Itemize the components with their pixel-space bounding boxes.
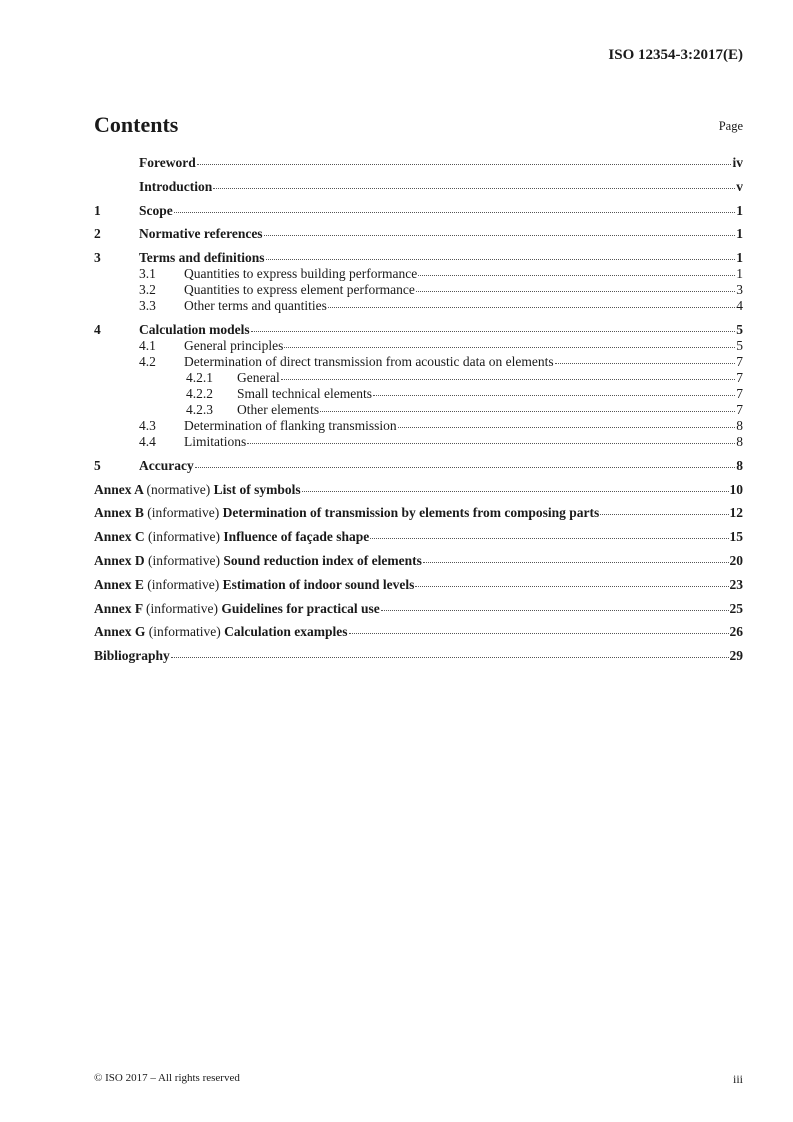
toc-leader-dots xyxy=(415,585,728,587)
toc-entry-page: 7 xyxy=(736,401,743,417)
toc-entry-page: 8 xyxy=(736,433,743,449)
toc-entry[interactable] xyxy=(94,282,743,298)
toc-leader-dots xyxy=(266,258,736,260)
toc-entry[interactable] xyxy=(94,298,743,314)
toc-entry-page: 1 xyxy=(736,226,743,242)
toc-annex-title[interactable] xyxy=(94,505,599,521)
toc-entry[interactable] xyxy=(94,155,743,171)
toc-entry-page: 26 xyxy=(729,624,743,640)
annex-name: Sound reduction index of elements xyxy=(223,552,422,568)
toc-entry-number: 3.3 xyxy=(139,298,156,314)
toc-entry-page: 10 xyxy=(729,481,743,497)
toc-entry-title[interactable]: General xyxy=(237,369,280,385)
toc-annex-title[interactable] xyxy=(94,553,422,569)
toc-entry-title[interactable]: General principles xyxy=(184,337,284,353)
toc-entry-number: 4.4 xyxy=(139,433,156,449)
toc-entry-title[interactable]: Determination of direct transmission from acoustic data on elements xyxy=(184,353,554,369)
toc-entry-number: 3 xyxy=(94,250,101,266)
toc-annex-title[interactable] xyxy=(94,577,414,593)
toc-leader-dots xyxy=(251,330,736,332)
toc-entry-number: 4.2.3 xyxy=(186,401,213,417)
toc-entry-page: 5 xyxy=(736,337,743,353)
toc-annex-title[interactable] xyxy=(94,482,301,498)
toc-entry-page: 20 xyxy=(729,552,743,568)
toc-entry[interactable] xyxy=(94,418,743,434)
toc-leader-dots xyxy=(423,561,729,563)
toc-entry-title[interactable]: Quantities to express building performance xyxy=(184,266,418,282)
toc-entry[interactable] xyxy=(94,250,743,266)
toc-leader-dots xyxy=(264,234,736,236)
toc-entry-number: 4 xyxy=(94,321,101,337)
toc-leader-dots xyxy=(398,426,736,428)
toc-entry-title[interactable]: Scope xyxy=(139,202,173,218)
toc-entry-title[interactable]: Small technical elements xyxy=(237,385,372,401)
contents-title: Contents xyxy=(94,112,179,137)
table-of-contents xyxy=(94,155,743,664)
annex-label: Annex F xyxy=(94,600,143,616)
toc-entry[interactable] xyxy=(94,458,743,474)
toc-entry-page: 25 xyxy=(729,600,743,616)
toc-entry-page: v xyxy=(736,178,743,194)
annex-label: Annex C xyxy=(94,529,145,545)
toc-entry-number: 4.1 xyxy=(139,337,156,353)
toc-leader-dots xyxy=(373,394,735,396)
toc-bibliography-entry[interactable] xyxy=(94,648,743,664)
toc-leader-dots xyxy=(381,609,729,611)
toc-entry[interactable] xyxy=(94,434,743,450)
toc-entry-page: 5 xyxy=(736,321,743,337)
toc-entry-page: 1 xyxy=(736,250,743,266)
annex-name: Estimation of indoor sound levels xyxy=(222,576,415,592)
toc-entry[interactable] xyxy=(94,179,743,195)
toc-entry-page: 15 xyxy=(729,529,743,545)
toc-entry[interactable] xyxy=(94,226,743,242)
toc-leader-dots xyxy=(213,187,735,189)
toc-leader-dots xyxy=(284,346,735,348)
toc-entry-number: 4.2.2 xyxy=(186,385,213,401)
annex-name: Influence of façade shape xyxy=(223,529,370,545)
annex-name: Calculation examples xyxy=(224,624,348,640)
annex-type: (informative) xyxy=(148,624,221,640)
toc-leader-dots xyxy=(600,513,728,515)
toc-entry-number: 4.3 xyxy=(139,417,156,433)
toc-entry-page: 12 xyxy=(729,505,743,521)
annex-type: (normative) xyxy=(146,481,211,497)
toc-entry-title[interactable]: Bibliography xyxy=(94,648,170,664)
toc-leader-dots xyxy=(247,442,735,444)
toc-entry[interactable] xyxy=(94,266,743,282)
toc-entry-page: 7 xyxy=(736,353,743,369)
toc-entry[interactable] xyxy=(94,203,743,219)
copyright-notice: © ISO 2017 – All rights reserved xyxy=(94,1072,240,1084)
toc-entry-number: 4.2 xyxy=(139,353,156,369)
toc-entry-page: 8 xyxy=(736,457,743,473)
toc-entry-page: 7 xyxy=(736,369,743,385)
annex-label: Annex G xyxy=(94,624,146,640)
toc-leader-dots xyxy=(197,163,732,165)
toc-entry-title[interactable]: Accuracy xyxy=(139,457,194,473)
toc-entry-title[interactable]: Normative references xyxy=(139,226,263,242)
annex-name: List of symbols xyxy=(213,481,301,497)
toc-entry-number: 5 xyxy=(94,457,101,473)
toc-leader-dots xyxy=(302,490,729,492)
toc-entry-page: 7 xyxy=(736,385,743,401)
toc-entry-page: 1 xyxy=(736,266,743,282)
toc-entry[interactable] xyxy=(94,322,743,338)
toc-leader-dots xyxy=(555,362,736,364)
annex-name: Determination of transmission by elements from composing parts xyxy=(222,505,600,521)
toc-annex-entry[interactable] xyxy=(94,624,743,640)
toc-entry-page: 29 xyxy=(729,648,743,664)
toc-entry-number: 3.1 xyxy=(139,266,156,282)
toc-entry-page: iv xyxy=(732,155,743,170)
toc-entry-number: 3.2 xyxy=(139,282,156,298)
annex-label: Annex E xyxy=(94,576,144,592)
annex-type: (informative) xyxy=(148,529,220,545)
toc-entry-page: 8 xyxy=(736,417,743,433)
toc-entry-title[interactable]: Terms and definitions xyxy=(139,250,265,266)
annex-name: Guidelines for practical use xyxy=(221,600,380,616)
toc-entry-title[interactable]: Foreword xyxy=(139,155,196,170)
annex-label: Annex A xyxy=(94,481,144,497)
toc-annex-entry[interactable] xyxy=(94,601,743,617)
toc-entry-page: 23 xyxy=(729,576,743,592)
toc-leader-dots xyxy=(281,378,736,380)
toc-entry[interactable] xyxy=(94,354,743,370)
toc-annex-entry[interactable] xyxy=(94,529,743,545)
toc-leader-dots xyxy=(418,274,735,276)
toc-entry[interactable] xyxy=(94,370,743,386)
toc-entry-number: 1 xyxy=(94,202,101,218)
toc-entry-number: 4.2.1 xyxy=(186,369,213,385)
toc-leader-dots xyxy=(349,632,729,634)
toc-annex-title[interactable] xyxy=(94,529,369,545)
page-number: iii xyxy=(732,1072,743,1086)
toc-entry-page: 3 xyxy=(736,282,743,298)
document-id: ISO 12354-3:2017(E) xyxy=(608,47,743,63)
toc-entry-title[interactable]: Other elements xyxy=(237,401,320,417)
toc-leader-dots xyxy=(370,537,728,539)
toc-annex-entry[interactable] xyxy=(94,505,743,521)
annex-type: (informative) xyxy=(148,552,220,568)
toc-entry-number: 2 xyxy=(94,226,101,242)
toc-entry-title[interactable]: Limitations xyxy=(184,433,247,449)
toc-leader-dots xyxy=(174,211,736,213)
toc-annex-entry[interactable] xyxy=(94,482,743,498)
toc-annex-title[interactable] xyxy=(94,601,380,617)
toc-entry-title[interactable]: Calculation models xyxy=(139,321,250,337)
toc-annex-entry[interactable] xyxy=(94,577,743,593)
annex-type: (informative) xyxy=(147,576,220,592)
toc-entry-title[interactable]: Determination of flanking transmission xyxy=(184,417,397,433)
toc-entry-title[interactable]: Other terms and quantities xyxy=(184,298,327,314)
annex-label: Annex D xyxy=(94,552,145,568)
toc-annex-title[interactable] xyxy=(94,624,348,640)
toc-leader-dots xyxy=(416,290,735,292)
toc-leader-dots xyxy=(328,306,735,308)
toc-leader-dots xyxy=(195,466,736,468)
toc-entry[interactable] xyxy=(94,338,743,354)
toc-leader-dots xyxy=(320,410,735,412)
toc-entry[interactable] xyxy=(94,402,743,418)
annex-type: (informative) xyxy=(146,600,218,616)
page-column-label: Page xyxy=(718,119,743,133)
toc-entry-title[interactable]: Quantities to express element performance xyxy=(184,282,415,298)
toc-leader-dots xyxy=(171,656,729,658)
annex-label: Annex B xyxy=(94,505,144,521)
toc-entry[interactable] xyxy=(94,386,743,402)
toc-entry-page: 1 xyxy=(736,202,743,218)
toc-entry-page: 4 xyxy=(736,298,743,314)
annex-type: (informative) xyxy=(147,505,220,521)
toc-entry-title[interactable]: Introduction xyxy=(139,178,213,194)
toc-annex-entry[interactable] xyxy=(94,553,743,569)
